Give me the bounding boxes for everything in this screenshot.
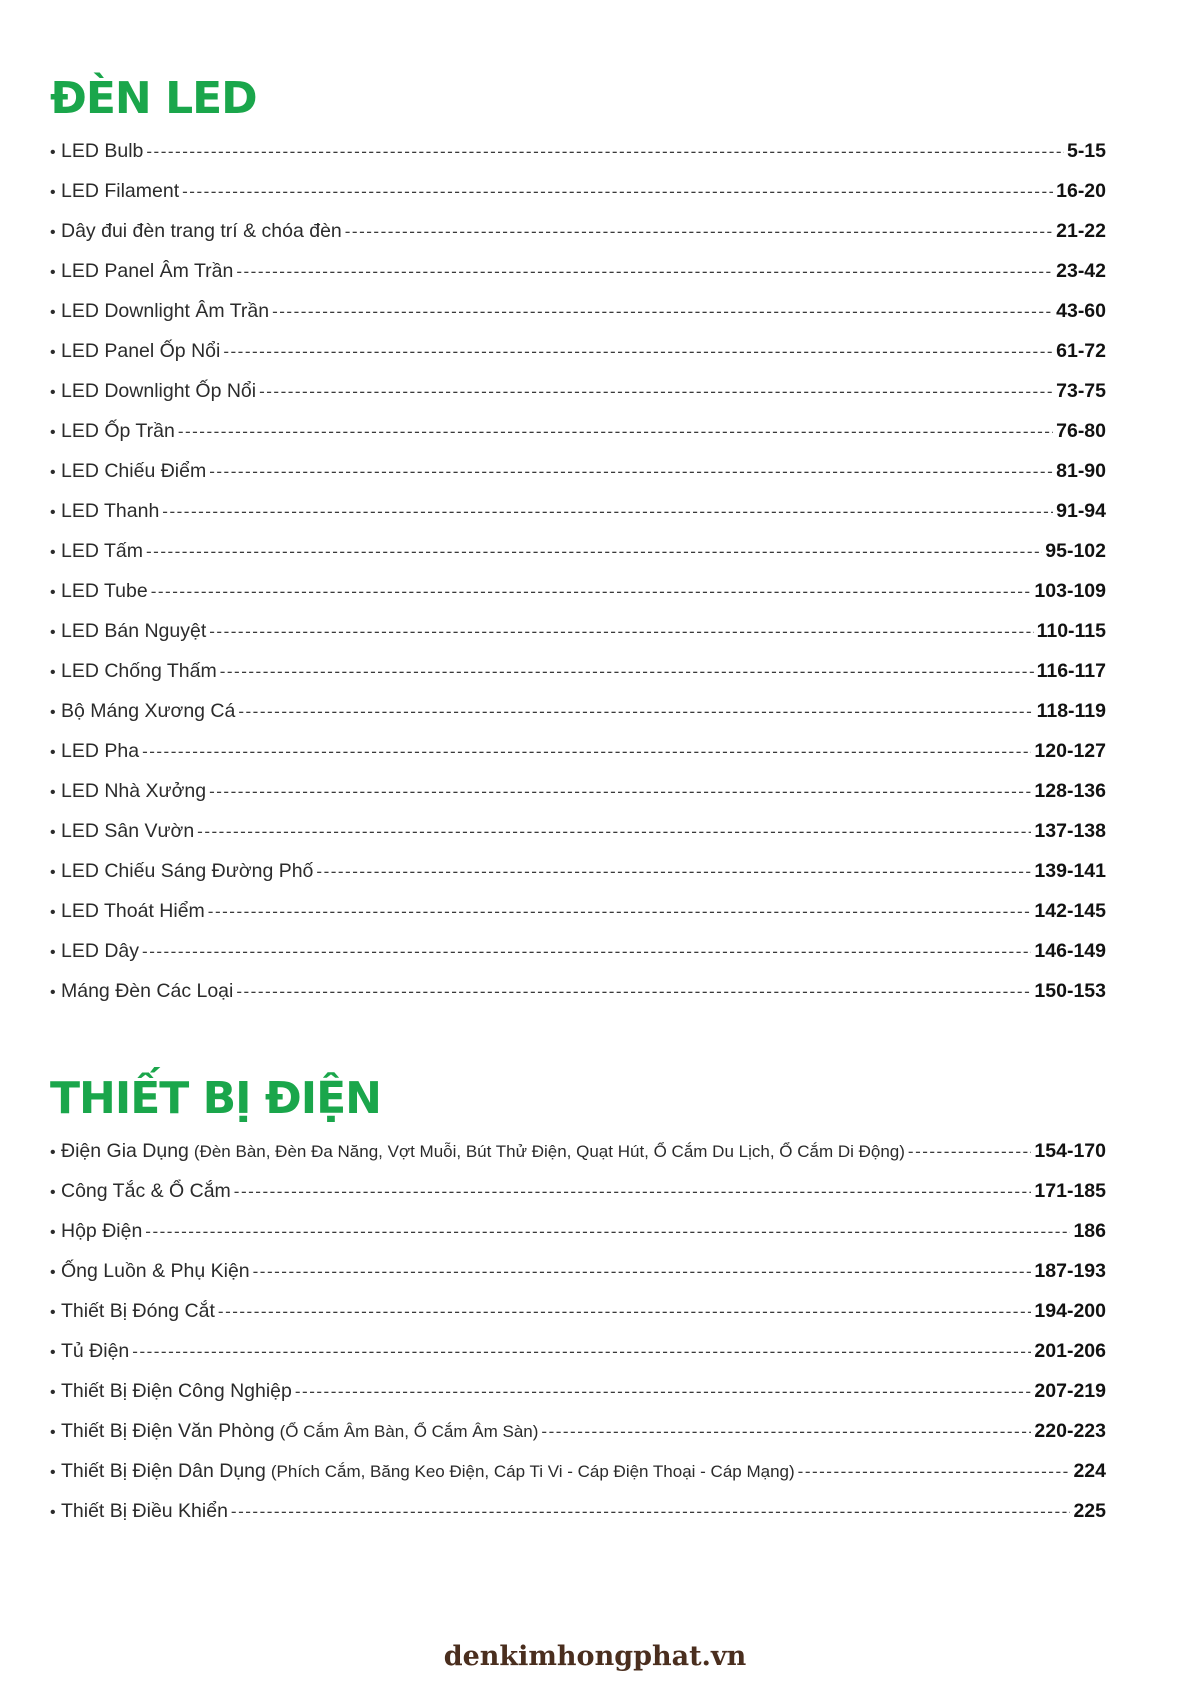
dotted-leader <box>316 862 1031 882</box>
dotted-leader <box>234 1182 1032 1202</box>
toc-entry-label: Công Tắc & Ổ Cắm <box>61 1180 231 1202</box>
bullet-icon: • <box>50 1224 56 1241</box>
toc-entry-pages: 81-90 <box>1056 460 1106 482</box>
toc-entry-label: Thiết Bị Điện Dân Dụng <box>61 1460 266 1482</box>
toc-entry <box>50 1220 1106 1260</box>
dotted-leader <box>223 342 1053 362</box>
toc-entry-pages: 95-102 <box>1045 540 1106 562</box>
toc-entry <box>50 380 1106 420</box>
dotted-leader <box>238 702 1033 722</box>
dotted-leader <box>151 582 1032 602</box>
toc-entry-pages: 194-200 <box>1034 1300 1106 1322</box>
dotted-leader <box>209 782 1031 802</box>
dotted-leader <box>209 462 1053 482</box>
dotted-leader <box>345 222 1053 242</box>
toc-entry <box>50 940 1106 980</box>
toc-entry <box>50 1340 1106 1380</box>
toc-entry-pages: 91-94 <box>1056 500 1106 522</box>
bullet-icon: • <box>50 1304 56 1321</box>
toc-entry-pages: 224 <box>1073 1460 1106 1482</box>
toc-entry <box>50 820 1106 860</box>
toc-entry <box>50 900 1106 940</box>
bullet-icon: • <box>50 304 56 321</box>
toc-entry-pages: 23-42 <box>1056 260 1106 282</box>
dotted-leader <box>197 822 1031 842</box>
toc-entry <box>50 260 1106 300</box>
toc-entry <box>50 1420 1106 1460</box>
toc-entry-pages: 21-22 <box>1056 220 1106 242</box>
toc-entry-pages: 154-170 <box>1034 1140 1106 1162</box>
toc-entry-label: LED Downlight Ốp Nổi <box>61 380 257 402</box>
toc-entry-label: LED Thanh <box>61 500 160 522</box>
dotted-leader <box>218 1302 1032 1322</box>
toc-entry <box>50 340 1106 380</box>
bullet-icon: • <box>50 424 56 441</box>
toc-list-den-led <box>50 140 1106 1020</box>
toc-entry-label: Ống Luồn & Phụ Kiện <box>61 1260 250 1282</box>
toc-entry-label: LED Ốp Trần <box>61 420 175 442</box>
toc-entry-pages: 137-138 <box>1034 820 1106 842</box>
toc-entry-label: LED Thoát Hiểm <box>61 900 205 922</box>
toc-entry-label: Thiết Bị Điện Văn Phòng <box>61 1420 275 1442</box>
bullet-icon: • <box>50 1424 56 1441</box>
dotted-leader <box>908 1142 1032 1162</box>
toc-entry <box>50 540 1106 580</box>
bullet-icon: • <box>50 144 56 161</box>
toc-entry-note: (Đèn Bàn, Đèn Đa Năng, Vợt Muỗi, Bút Thử Điện, Quạt Hút, Ổ Cắm Du Lịch, Ổ Cắm Di Động) <box>193 1142 905 1161</box>
toc-entry-pages: 128-136 <box>1034 780 1106 802</box>
dotted-leader <box>295 1382 1032 1402</box>
bullet-icon: • <box>50 464 56 481</box>
toc-entry-label: LED Panel Âm Trần <box>61 260 234 282</box>
toc-entry <box>50 300 1106 340</box>
bullet-icon: • <box>50 904 56 921</box>
toc-entry-pages: 171-185 <box>1034 1180 1106 1202</box>
toc-entry-pages: 110-115 <box>1036 620 1106 642</box>
toc-entry-label: LED Sân Vườn <box>61 820 195 842</box>
bullet-icon: • <box>50 1504 56 1521</box>
bullet-icon: • <box>50 784 56 801</box>
dotted-leader <box>142 942 1031 962</box>
toc-entry-label: LED Pha <box>61 740 140 762</box>
dotted-leader <box>146 142 1064 162</box>
toc-entry-label: Tủ Điện <box>61 1340 130 1362</box>
bullet-icon: • <box>50 1264 56 1281</box>
dotted-leader <box>178 422 1053 442</box>
bullet-icon: • <box>50 224 56 241</box>
bullet-icon: • <box>50 1144 56 1161</box>
bullet-icon: • <box>50 1344 56 1361</box>
toc-entry-label: Dây đui đèn trang trí & chóa đèn <box>61 220 342 242</box>
toc-entry-pages: 116-117 <box>1036 660 1106 682</box>
bullet-icon: • <box>50 264 56 281</box>
bullet-icon: • <box>50 344 56 361</box>
dotted-leader <box>132 1342 1031 1362</box>
toc-entry <box>50 980 1106 1020</box>
toc-entry-label: Thiết Bị Điều Khiển <box>61 1500 228 1522</box>
toc-entry-pages: 225 <box>1073 1500 1106 1522</box>
bullet-icon: • <box>50 584 56 601</box>
bullet-icon: • <box>50 504 56 521</box>
dotted-leader <box>236 982 1031 1002</box>
dotted-leader <box>236 262 1053 282</box>
toc-entry <box>50 500 1106 540</box>
dotted-leader <box>146 542 1042 562</box>
section-title-den-led: ĐÈN LED <box>50 73 257 124</box>
toc-entry-note: (Ổ Cắm Âm Bàn, Ổ Cắm Âm Sàn) <box>279 1422 539 1441</box>
dotted-leader <box>259 382 1053 402</box>
toc-entry <box>50 740 1106 780</box>
toc-entry-label: LED Bán Nguyệt <box>61 620 207 642</box>
dotted-leader <box>182 182 1053 202</box>
toc-list-thiet-bi-dien <box>50 1140 1106 1540</box>
toc-entry-label: LED Chống Thấm <box>61 660 217 682</box>
toc-entry <box>50 860 1106 900</box>
toc-entry-label: LED Filament <box>61 180 180 202</box>
bullet-icon: • <box>50 1464 56 1481</box>
toc-entry-label: LED Tube <box>61 580 148 602</box>
dotted-leader <box>272 302 1053 322</box>
bullet-icon: • <box>50 704 56 721</box>
toc-entry-pages: 150-153 <box>1034 980 1106 1002</box>
toc-entry <box>50 1460 1106 1500</box>
toc-entry <box>50 1380 1106 1420</box>
toc-entry-label: LED Tấm <box>61 540 143 562</box>
dotted-leader <box>209 622 1033 642</box>
toc-entry-pages: 16-20 <box>1056 180 1106 202</box>
toc-entry-label: LED Chiếu Sáng Đường Phố <box>61 860 314 882</box>
toc-entry-pages: 103-109 <box>1034 580 1106 602</box>
toc-entry-label: LED Chiếu Điểm <box>61 460 207 482</box>
toc-entry-label: LED Downlight Âm Trần <box>61 300 270 322</box>
toc-entry <box>50 220 1106 260</box>
toc-entry <box>50 1180 1106 1220</box>
bullet-icon: • <box>50 984 56 1001</box>
toc-entry-label: Hộp Điện <box>61 1220 143 1242</box>
toc-entry-pages: 5-15 <box>1066 140 1106 162</box>
toc-entry <box>50 140 1106 180</box>
toc-entry-pages: 207-219 <box>1034 1380 1106 1402</box>
dotted-leader <box>253 1262 1032 1282</box>
dotted-leader <box>142 742 1031 762</box>
toc-entry-pages: 186 <box>1073 1220 1106 1242</box>
toc-entry-label: LED Dây <box>61 940 140 962</box>
bullet-icon: • <box>50 824 56 841</box>
toc-entry <box>50 1300 1106 1340</box>
dotted-leader <box>220 662 1034 682</box>
toc-entry <box>50 620 1106 660</box>
toc-entry-label: LED Nhà Xưởng <box>61 780 207 802</box>
bullet-icon: • <box>50 664 56 681</box>
toc-entry-label: Máng Đèn Các Loại <box>61 980 234 1002</box>
toc-entry-pages: 120-127 <box>1034 740 1106 762</box>
toc-entry-label: Thiết Bị Đóng Cắt <box>61 1300 215 1322</box>
toc-entry <box>50 700 1106 740</box>
toc-entry-pages: 43-60 <box>1056 300 1106 322</box>
toc-entry-label: LED Bulb <box>61 140 144 162</box>
toc-entry-pages: 76-80 <box>1056 420 1106 442</box>
toc-entry-pages: 118-119 <box>1036 700 1106 722</box>
bullet-icon: • <box>50 944 56 961</box>
bullet-icon: • <box>50 744 56 761</box>
dotted-leader <box>231 1502 1071 1522</box>
toc-entry-label: Thiết Bị Điện Công Nghiệp <box>61 1380 292 1402</box>
toc-entry-pages: 139-141 <box>1034 860 1106 882</box>
toc-entry <box>50 1500 1106 1540</box>
toc-entry-pages: 142-145 <box>1034 900 1106 922</box>
toc-entry <box>50 420 1106 460</box>
toc-entry <box>50 180 1106 220</box>
toc-entry-pages: 61-72 <box>1056 340 1106 362</box>
toc-entry-pages: 187-193 <box>1034 1260 1106 1282</box>
bullet-icon: • <box>50 1184 56 1201</box>
dotted-leader <box>145 1222 1070 1242</box>
toc-entry <box>50 1260 1106 1300</box>
toc-entry-label: LED Panel Ốp Nổi <box>61 340 221 362</box>
dotted-leader <box>798 1462 1071 1482</box>
toc-entry <box>50 460 1106 500</box>
toc-entry-label: Điện Gia Dụng <box>61 1140 189 1162</box>
dotted-leader <box>541 1422 1031 1442</box>
toc-entry <box>50 580 1106 620</box>
bullet-icon: • <box>50 184 56 201</box>
dotted-leader <box>208 902 1032 922</box>
toc-entry <box>50 660 1106 700</box>
toc-entry-label: Bộ Máng Xương Cá <box>61 700 236 722</box>
toc-entry-pages: 220-223 <box>1034 1420 1106 1442</box>
dotted-leader <box>162 502 1053 522</box>
toc-entry-pages: 146-149 <box>1034 940 1106 962</box>
bullet-icon: • <box>50 624 56 641</box>
toc-entry <box>50 780 1106 820</box>
toc-entry-note: (Phích Cắm, Băng Keo Điện, Cáp Ti Vi - Cáp Điện Thoại - Cáp Mạng) <box>270 1462 795 1481</box>
footer-website: denkimhongphat.vn <box>443 1641 747 1672</box>
toc-entry-pages: 201-206 <box>1034 1340 1106 1362</box>
bullet-icon: • <box>50 1384 56 1401</box>
toc-entry-pages: 73-75 <box>1056 380 1106 402</box>
section-title-thiet-bi-dien: THIẾT BỊ ĐIỆN <box>50 1073 381 1124</box>
bullet-icon: • <box>50 864 56 881</box>
bullet-icon: • <box>50 544 56 561</box>
toc-entry <box>50 1140 1106 1180</box>
bullet-icon: • <box>50 384 56 401</box>
